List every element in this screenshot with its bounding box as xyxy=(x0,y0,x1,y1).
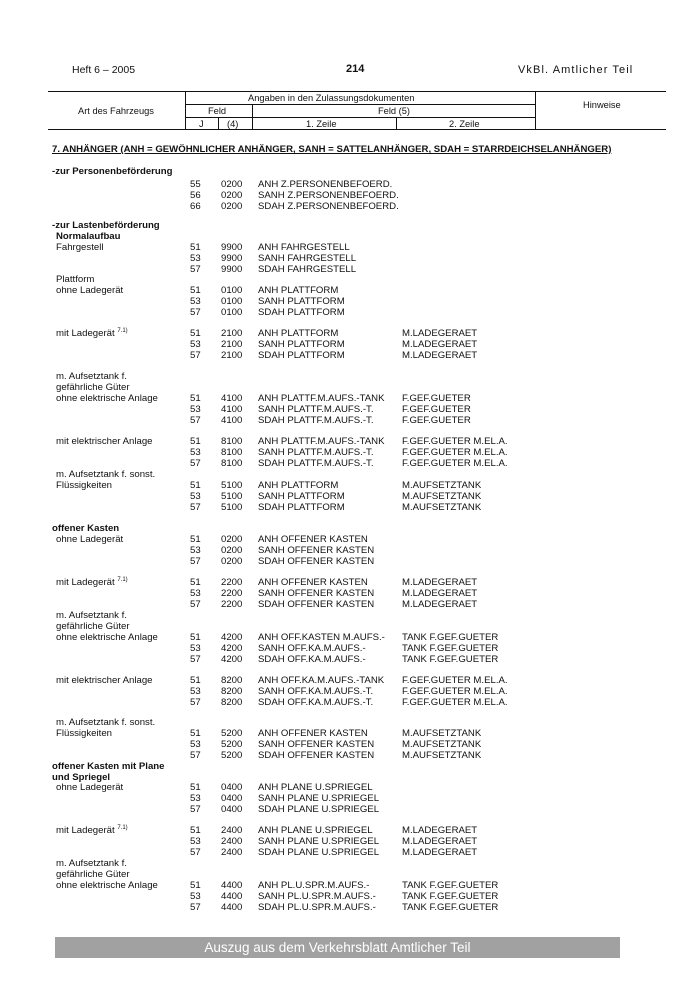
row-code: 8200 xyxy=(221,675,243,686)
table-row xyxy=(0,761,700,772)
row-j-value: 57 xyxy=(190,804,201,815)
table-row xyxy=(0,599,700,610)
row-code: 0200 xyxy=(221,201,243,212)
row-label: Plattform xyxy=(56,274,95,285)
table-row xyxy=(0,242,700,253)
row-label: offener Kasten mit Plane xyxy=(52,761,165,772)
row-zeile2: M.LADEGERAET xyxy=(402,836,478,847)
table-row xyxy=(0,491,700,502)
row-label: und Spriegel xyxy=(52,772,111,783)
row-zeile1: SANH PLANE U.SPRIEGEL xyxy=(258,793,380,804)
row-zeile2: TANK F.GEF.GUETER xyxy=(402,654,499,665)
table-row xyxy=(0,825,700,836)
row-zeile2: F.GEF.GUETER M.EL.A. xyxy=(402,436,508,447)
row-label: Fahrgestell xyxy=(56,242,104,253)
row-code: 0200 xyxy=(221,545,243,556)
row-zeile1: SANH OFFENER KASTEN xyxy=(258,588,375,599)
four-header: (4) xyxy=(227,119,239,129)
row-zeile2: F.GEF.GUETER xyxy=(402,393,471,404)
row-zeile1: SANH Z.PERSONENBEFOERD. xyxy=(258,190,399,201)
row-j-value: 56 xyxy=(190,190,201,201)
row-label: m. Aufsetztank f. sonst. xyxy=(56,469,156,480)
row-zeile1: SDAH OFFENER KASTEN xyxy=(258,556,375,567)
row-label: gefährliche Güter xyxy=(56,621,130,632)
row-j-value: 57 xyxy=(190,902,201,913)
table-row xyxy=(0,534,700,545)
row-zeile1: SANH PLATTFORM xyxy=(258,296,345,307)
table-row xyxy=(0,632,700,643)
row-label: ohne Ladegerät xyxy=(56,782,124,793)
row-j-value: 57 xyxy=(190,502,201,513)
row-j-value: 55 xyxy=(190,179,201,190)
row-code: 0400 xyxy=(221,804,243,815)
row-zeile1: SDAH PLANE U.SPRIEGEL xyxy=(258,847,380,858)
row-zeile1: SDAH OFF.KA.M.AUFS.-T. xyxy=(258,697,374,708)
row-j-value: 51 xyxy=(190,328,201,339)
table-row xyxy=(0,728,700,739)
row-label: ohne elektrische Anlage xyxy=(56,880,158,891)
table-row xyxy=(0,836,700,847)
row-code: 2200 xyxy=(221,577,243,588)
row-label: Flüssigkeiten xyxy=(56,728,112,739)
row-code: 8200 xyxy=(221,686,243,697)
section-title: 7. ANHÄNGER (ANH = GEWÖHNLICHER ANHÄNGER, SANH = SATTELANHÄNGER, SDAH = STARRDEICHSELANHÄNGER) xyxy=(52,144,612,155)
row-code: 2100 xyxy=(221,350,243,361)
row-zeile1: ANH PLATTF.M.AUFS.-TANK xyxy=(258,436,385,447)
row-label: offener Kasten xyxy=(52,523,120,534)
row-j-value: 53 xyxy=(190,588,201,599)
row-j-value: 57 xyxy=(190,458,201,469)
zeile2-header: 2. Zeile xyxy=(449,119,480,129)
j-header: J xyxy=(199,119,204,129)
table-row xyxy=(0,179,700,190)
row-label: ohne Ladegerät xyxy=(56,534,124,545)
row-j-value: 51 xyxy=(190,534,201,545)
row-zeile2: M.AUFSETZTANK xyxy=(402,728,482,739)
table-row xyxy=(0,190,700,201)
row-code: 4400 xyxy=(221,891,243,902)
table-row xyxy=(0,782,700,793)
row-zeile1: SDAH PLATTF.M.AUFS.-T. xyxy=(258,415,374,426)
row-label: -zur Lastenbeförderung xyxy=(52,220,160,231)
footer-banner: Auszug aus dem Verkehrsblatt Amtlicher Teil xyxy=(55,937,620,958)
row-zeile1: SDAH OFFENER KASTEN xyxy=(258,750,375,761)
row-zeile2: M.AUFSETZTANK xyxy=(402,480,482,491)
row-zeile1: SDAH PLANE U.SPRIEGEL xyxy=(258,804,380,815)
table-row xyxy=(0,880,700,891)
table-row xyxy=(0,371,700,382)
table-row xyxy=(0,253,700,264)
row-code: 5200 xyxy=(221,739,243,750)
row-zeile1: ANH OFF.KASTEN M.AUFS.- xyxy=(258,632,385,643)
table-row xyxy=(0,447,700,458)
hinweise-header: Hinweise xyxy=(583,100,621,110)
table-row xyxy=(0,902,700,913)
row-zeile1: SDAH OFF.KA.M.AUFS.- xyxy=(258,654,366,665)
row-label: mit Ladegerät $^{7.1)}$ xyxy=(56,577,128,588)
table-row xyxy=(0,697,700,708)
row-zeile2: M.LADEGERAET xyxy=(402,328,478,339)
row-zeile1: ANH PLATTFORM xyxy=(258,480,339,491)
table-row xyxy=(0,869,700,880)
row-zeile1: ANH FAHRGESTELL xyxy=(258,242,350,253)
col-vehicle-header: Art des Fahrzeugs xyxy=(78,106,154,116)
row-zeile2: TANK F.GEF.GUETER xyxy=(402,643,499,654)
row-label: mit Ladegerät $^{7.1)}$ xyxy=(56,328,128,339)
row-zeile1: ANH OFFENER KASTEN xyxy=(258,577,368,588)
row-zeile2: M.LADEGERAET xyxy=(402,350,478,361)
row-code: 4100 xyxy=(221,404,243,415)
row-zeile1: ANH PL.U.SPR.M.AUFS.- xyxy=(258,880,370,891)
row-zeile2: F.GEF.GUETER xyxy=(402,404,471,415)
row-zeile2: F.GEF.GUETER M.EL.A. xyxy=(402,458,508,469)
row-j-value: 57 xyxy=(190,415,201,426)
table-row xyxy=(0,201,700,212)
table-row xyxy=(0,686,700,697)
row-zeile1: SANH PLATTFORM xyxy=(258,339,345,350)
row-code: 8100 xyxy=(221,458,243,469)
row-label: ohne elektrische Anlage xyxy=(56,632,158,643)
row-zeile2: TANK F.GEF.GUETER xyxy=(402,891,499,902)
table-row xyxy=(0,654,700,665)
row-code: 0100 xyxy=(221,307,243,318)
table-row xyxy=(0,556,700,567)
row-zeile1: SANH PL.U.SPR.M.AUFS.- xyxy=(258,891,376,902)
row-zeile1: SANH OFFENER KASTEN xyxy=(258,545,375,556)
row-j-value: 57 xyxy=(190,350,201,361)
table-row xyxy=(0,717,700,728)
row-j-value: 57 xyxy=(190,599,201,610)
row-zeile1: ANH OFFENER KASTEN xyxy=(258,728,368,739)
row-j-value: 51 xyxy=(190,480,201,491)
row-zeile2: M.LADEGERAET xyxy=(402,825,478,836)
row-j-value: 51 xyxy=(190,436,201,447)
row-zeile2: F.GEF.GUETER M.EL.A. xyxy=(402,447,508,458)
row-code: 0200 xyxy=(221,190,243,201)
row-j-value: 53 xyxy=(190,739,201,750)
row-j-value: 51 xyxy=(190,782,201,793)
row-j-value: 53 xyxy=(190,793,201,804)
row-zeile1: ANH Z.PERSONENBEFOERD. xyxy=(258,179,393,190)
table-row xyxy=(0,523,700,534)
row-zeile1: ANH PLATTFORM xyxy=(258,285,339,296)
footnote-ref: 7.1) xyxy=(117,328,128,334)
row-code: 0100 xyxy=(221,296,243,307)
row-code: 2200 xyxy=(221,599,243,610)
row-label: -zur Personenbeförderung xyxy=(52,166,173,177)
row-label: ohne Ladegerät xyxy=(56,285,124,296)
row-label: m. Aufsetztank f. xyxy=(56,858,127,869)
row-j-value: 51 xyxy=(190,825,201,836)
row-label: Flüssigkeiten xyxy=(56,480,112,491)
row-code: 2100 xyxy=(221,328,243,339)
table-row xyxy=(0,393,700,404)
row-j-value: 53 xyxy=(190,836,201,847)
row-j-value: 51 xyxy=(190,285,201,296)
row-code: 2400 xyxy=(221,847,243,858)
row-label: m. Aufsetztank f. xyxy=(56,610,127,621)
page-number: 214 xyxy=(346,63,365,75)
feld-header: Feld xyxy=(208,106,227,116)
table-row xyxy=(0,643,700,654)
row-zeile2: M.LADEGERAET xyxy=(402,847,478,858)
table-row xyxy=(0,458,700,469)
row-code: 5100 xyxy=(221,480,243,491)
table-row xyxy=(0,328,700,339)
row-code: 5100 xyxy=(221,491,243,502)
table-row xyxy=(0,739,700,750)
row-zeile1: SDAH PL.U.SPR.M.AUFS.- xyxy=(258,902,376,913)
issue-label: Heft 6 – 2005 xyxy=(72,64,136,76)
footnote-ref: 7.1) xyxy=(117,825,128,831)
table-row xyxy=(0,545,700,556)
row-j-value: 53 xyxy=(190,891,201,902)
row-code: 2400 xyxy=(221,836,243,847)
row-zeile1: SDAH PLATTFORM xyxy=(258,307,345,318)
row-j-value: 53 xyxy=(190,643,201,654)
table-row xyxy=(0,415,700,426)
row-zeile1: SDAH Z.PERSONENBEFOERD. xyxy=(258,201,399,212)
table-row xyxy=(0,847,700,858)
row-code: 5200 xyxy=(221,728,243,739)
row-label: gefährliche Güter xyxy=(56,382,130,393)
row-code: 4200 xyxy=(221,643,243,654)
row-zeile1: ANH OFF.KA.M.AUFS.-TANK xyxy=(258,675,385,686)
row-code: 2100 xyxy=(221,339,243,350)
row-zeile2: TANK F.GEF.GUETER xyxy=(402,632,499,643)
table-row xyxy=(0,382,700,393)
row-zeile2: M.AUFSETZTANK xyxy=(402,491,482,502)
row-j-value: 57 xyxy=(190,654,201,665)
row-zeile1: SANH PLANE U.SPRIEGEL xyxy=(258,836,380,847)
row-code: 0200 xyxy=(221,179,243,190)
row-zeile2: TANK F.GEF.GUETER xyxy=(402,880,499,891)
table-row xyxy=(0,502,700,513)
row-zeile2: M.AUFSETZTANK xyxy=(402,739,482,750)
row-label: ohne elektrische Anlage xyxy=(56,393,158,404)
row-code: 2400 xyxy=(221,825,243,836)
row-j-value: 53 xyxy=(190,404,201,415)
row-j-value: 51 xyxy=(190,728,201,739)
table-row xyxy=(0,274,700,285)
journal-title: VkBl. Amtlicher Teil xyxy=(518,64,634,76)
table-row xyxy=(0,307,700,318)
table-row xyxy=(0,350,700,361)
row-zeile1: SANH PLATTF.M.AUFS.-T. xyxy=(258,404,374,415)
row-zeile1: SANH FAHRGESTELL xyxy=(258,253,357,264)
row-code: 8100 xyxy=(221,436,243,447)
table-row xyxy=(0,675,700,686)
row-label: mit Ladegerät $^{7.1)}$ xyxy=(56,825,128,836)
row-j-value: 51 xyxy=(190,675,201,686)
table-row xyxy=(0,804,700,815)
table-row xyxy=(0,220,700,231)
row-code: 9900 xyxy=(221,264,243,275)
row-j-value: 53 xyxy=(190,545,201,556)
row-zeile2: F.GEF.GUETER M.EL.A. xyxy=(402,697,508,708)
row-j-value: 53 xyxy=(190,296,201,307)
row-j-value: 57 xyxy=(190,750,201,761)
row-code: 2200 xyxy=(221,588,243,599)
row-code: 0400 xyxy=(221,793,243,804)
row-zeile1: SDAH FAHRGESTELL xyxy=(258,264,357,275)
row-zeile2: F.GEF.GUETER M.EL.A. xyxy=(402,675,508,686)
row-zeile1: SDAH PLATTFORM xyxy=(258,502,345,513)
row-zeile2: TANK F.GEF.GUETER xyxy=(402,902,499,913)
table-row xyxy=(0,588,700,599)
row-j-value: 66 xyxy=(190,201,201,212)
feld5-header: Feld (5) xyxy=(378,106,411,116)
row-zeile2: M.LADEGERAET xyxy=(402,339,478,350)
row-zeile1: ANH OFFENER KASTEN xyxy=(258,534,368,545)
row-j-value: 57 xyxy=(190,847,201,858)
footnote-ref: 7.1) xyxy=(117,577,128,583)
table-row xyxy=(0,469,700,480)
row-code: 5100 xyxy=(221,502,243,513)
row-zeile2: F.GEF.GUETER xyxy=(402,415,471,426)
row-label: Normalaufbau xyxy=(56,231,121,242)
row-j-value: 51 xyxy=(190,393,201,404)
row-code: 5200 xyxy=(221,750,243,761)
row-zeile1: SANH OFF.KA.M.AUFS.-T. xyxy=(258,686,374,697)
table-row xyxy=(0,891,700,902)
row-j-value: 53 xyxy=(190,253,201,264)
row-label: m. Aufsetztank f. sonst. xyxy=(56,717,156,728)
table-row xyxy=(0,404,700,415)
row-j-value: 53 xyxy=(190,339,201,350)
row-zeile1: ANH PLATTFORM xyxy=(258,328,339,339)
row-zeile1: SANH OFFENER KASTEN xyxy=(258,739,375,750)
table-row xyxy=(0,610,700,621)
row-j-value: 51 xyxy=(190,242,201,253)
row-code: 4200 xyxy=(221,632,243,643)
row-j-value: 57 xyxy=(190,307,201,318)
row-zeile1: SDAH PLATTFORM xyxy=(258,350,345,361)
row-code: 0200 xyxy=(221,534,243,545)
row-j-value: 57 xyxy=(190,264,201,275)
zeile1-header: 1. Zeile xyxy=(306,119,337,129)
row-label: gefährliche Güter xyxy=(56,869,130,880)
row-zeile1: ANH PLATTF.M.AUFS.-TANK xyxy=(258,393,385,404)
row-code: 4200 xyxy=(221,654,243,665)
row-j-value: 51 xyxy=(190,632,201,643)
row-code: 8200 xyxy=(221,697,243,708)
row-code: 8100 xyxy=(221,447,243,458)
row-j-value: 53 xyxy=(190,686,201,697)
table-row xyxy=(0,339,700,350)
row-label: mit elektrischer Anlage xyxy=(56,436,153,447)
row-code: 4100 xyxy=(221,393,243,404)
row-zeile2: M.LADEGERAET xyxy=(402,588,478,599)
table-row xyxy=(0,480,700,491)
table-row xyxy=(0,296,700,307)
row-zeile2: M.AUFSETZTANK xyxy=(402,502,482,513)
row-label: m. Aufsetztank f. xyxy=(56,371,127,382)
row-j-value: 53 xyxy=(190,491,201,502)
row-j-value: 51 xyxy=(190,880,201,891)
docs-caption-header: Angaben in den Zulassungsdokumenten xyxy=(248,93,415,103)
row-j-value: 51 xyxy=(190,577,201,588)
row-zeile1: ANH PLANE U.SPRIEGEL xyxy=(258,825,373,836)
row-code: 9900 xyxy=(221,253,243,264)
table-row xyxy=(0,285,700,296)
row-code: 0100 xyxy=(221,285,243,296)
row-zeile2: M.LADEGERAET xyxy=(402,577,478,588)
row-j-value: 53 xyxy=(190,447,201,458)
table-row xyxy=(0,858,700,869)
row-zeile2: F.GEF.GUETER M.EL.A. xyxy=(402,686,508,697)
row-zeile1: ANH PLANE U.SPRIEGEL xyxy=(258,782,373,793)
row-zeile1: SDAH OFFENER KASTEN xyxy=(258,599,375,610)
row-zeile1: SANH OFF.KA.M.AUFS.- xyxy=(258,643,366,654)
table-row xyxy=(0,621,700,632)
row-code: 4100 xyxy=(221,415,243,426)
row-j-value: 57 xyxy=(190,556,201,567)
row-j-value: 57 xyxy=(190,697,201,708)
row-code: 0200 xyxy=(221,556,243,567)
table-row xyxy=(0,436,700,447)
table-row xyxy=(0,793,700,804)
row-zeile1: SANH PLATTF.M.AUFS.-T. xyxy=(258,447,374,458)
row-code: 4400 xyxy=(221,902,243,913)
row-code: 0400 xyxy=(221,782,243,793)
row-code: 4400 xyxy=(221,880,243,891)
row-code: 9900 xyxy=(221,242,243,253)
row-label: mit elektrischer Anlage xyxy=(56,675,153,686)
row-zeile2: M.AUFSETZTANK xyxy=(402,750,482,761)
table-row xyxy=(0,577,700,588)
table-row xyxy=(0,750,700,761)
row-zeile1: SDAH PLATTF.M.AUFS.-T. xyxy=(258,458,374,469)
table-row xyxy=(0,166,700,177)
row-zeile1: SANH PLATTFORM xyxy=(258,491,345,502)
row-zeile2: M.LADEGERAET xyxy=(402,599,478,610)
table-row xyxy=(0,231,700,242)
